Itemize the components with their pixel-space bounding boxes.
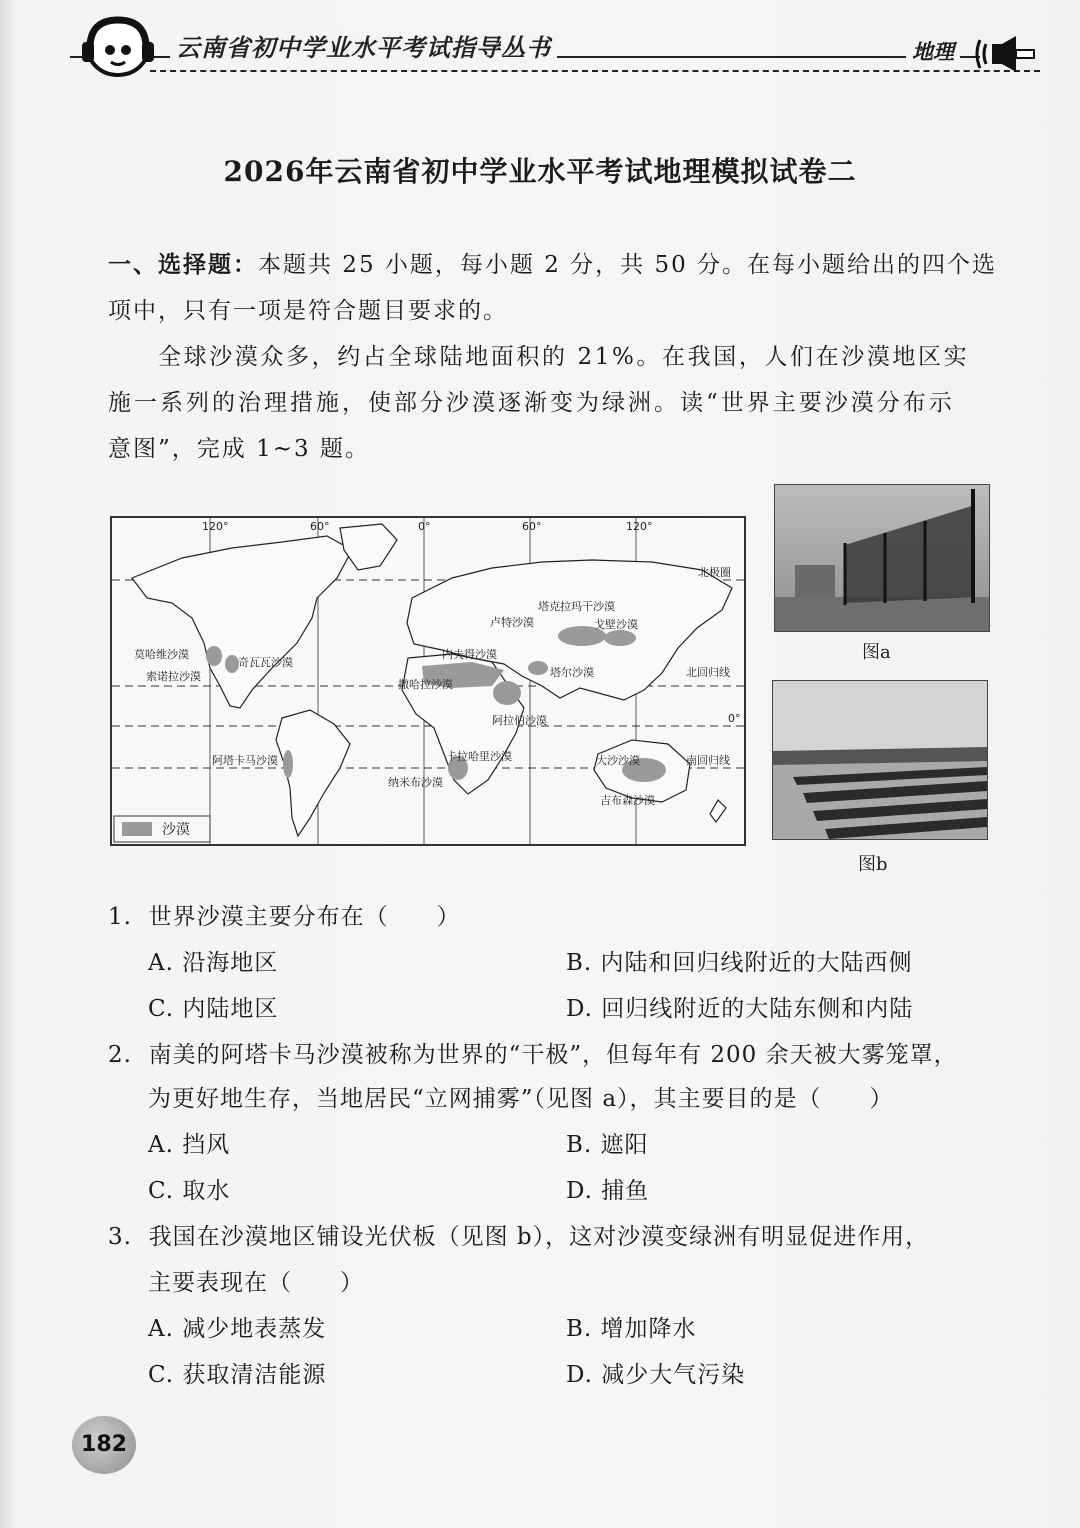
intro-line2: 施一系列的治理措施，使部分沙漠逐渐变为绿洲。读“世界主要沙漠分布示 bbox=[108, 390, 955, 416]
subject-label: 地理 bbox=[906, 36, 960, 66]
greenland-shape bbox=[340, 524, 397, 570]
chihuahua-desert-area bbox=[225, 655, 239, 673]
lon-label-60w: 60° bbox=[310, 520, 330, 533]
nefud-label: 内夫得沙漠 bbox=[442, 648, 497, 661]
q3-option-c[interactable]: C. 获取清洁能源 bbox=[148, 1362, 327, 1388]
section-instruction-line1 bbox=[108, 242, 997, 288]
photo-a-fog-nets bbox=[774, 484, 990, 632]
question-3-stem-line2: 主要表现在（ ） bbox=[148, 1270, 364, 1296]
great-sandy-label: 大沙沙漠 bbox=[596, 754, 640, 767]
thar-label: 塔尔沙漠 bbox=[550, 666, 594, 679]
question-3 bbox=[108, 1218, 929, 1251]
kalahari-label: 卡拉哈里沙漠 bbox=[446, 750, 512, 763]
gibson-label: 吉布森沙漠 bbox=[600, 794, 655, 807]
question-1-number: 1. bbox=[108, 904, 132, 930]
lon-label-120e: 120° bbox=[626, 520, 653, 533]
mascot-icon bbox=[78, 16, 158, 78]
question-2-number: 2. bbox=[108, 1042, 132, 1068]
taklimakan-label: 塔克拉玛干沙漠 bbox=[538, 600, 615, 613]
tropic-of-cancer-label: 北回归线 bbox=[686, 666, 730, 679]
gobi-label: 戈壁沙漠 bbox=[594, 618, 638, 631]
section-text: 本题共 25 小题，每小题 2 分，共 50 分。在每小题给出的四个选 bbox=[258, 252, 998, 278]
gobi-desert-area bbox=[604, 630, 636, 646]
namib-label: 纳米布沙漠 bbox=[388, 776, 443, 789]
question-1 bbox=[108, 898, 461, 931]
question-2 bbox=[108, 1036, 958, 1069]
q2-option-b[interactable]: B. 遮阳 bbox=[566, 1132, 649, 1158]
new-zealand-shape bbox=[710, 800, 726, 822]
section-instruction-line2: 项中，只有一项是符合题目要求的。 bbox=[108, 298, 508, 324]
atacama-label: 阿塔卡马沙漠 bbox=[212, 754, 278, 767]
arabian-desert-area bbox=[493, 681, 521, 705]
arabian-label: 阿拉伯沙漠 bbox=[492, 714, 547, 727]
page-header bbox=[70, 14, 1040, 76]
q3-option-b[interactable]: B. 增加降水 bbox=[566, 1316, 697, 1342]
q1-option-b[interactable]: B. 内陆和回归线附近的大陆西侧 bbox=[566, 950, 913, 976]
intro-line1: 全球沙漠众多，约占全球陆地面积的 21%。在我国，人们在沙漠地区实 bbox=[158, 344, 970, 370]
q2-option-a[interactable]: A. 挡风 bbox=[148, 1132, 231, 1158]
photo-b-caption: 图b bbox=[858, 854, 888, 875]
lon-label-120w: 120° bbox=[202, 520, 229, 533]
tropic-of-capricorn-label: 南回归线 bbox=[686, 754, 730, 767]
map-legend bbox=[114, 816, 210, 842]
atacama-desert-area bbox=[283, 750, 293, 778]
series-title: 云南省初中学业水平考试指导丛书 bbox=[170, 28, 557, 63]
world-desert-map bbox=[110, 516, 746, 846]
q3-option-d[interactable]: D. 减少大气污染 bbox=[566, 1362, 746, 1388]
exam-title: 2026年云南省初中学业水平考试地理模拟试卷二 bbox=[223, 155, 857, 188]
map-svg bbox=[112, 518, 744, 844]
arctic-circle-label: 北极圈 bbox=[698, 566, 731, 579]
intro-line3: 意图”，完成 1~3 题。 bbox=[108, 436, 370, 462]
q1-option-c[interactable]: C. 内陆地区 bbox=[148, 996, 279, 1022]
question-2-stem-line2: 为更好地生存，当地居民“立网捕雾”（见图 a），其主要目的是（ ） bbox=[148, 1086, 894, 1112]
thar-desert-area bbox=[528, 661, 548, 675]
q2-option-c[interactable]: C. 取水 bbox=[148, 1178, 231, 1204]
q3-option-a[interactable]: A. 减少地表蒸发 bbox=[148, 1316, 327, 1342]
mojave-desert-area bbox=[206, 646, 222, 666]
sahara-label: 撒哈拉沙漠 bbox=[398, 678, 453, 691]
sonoran-label: 索诺拉沙漠 bbox=[146, 670, 201, 683]
question-1-stem: 世界沙漠主要分布在（ ） bbox=[148, 904, 461, 930]
page-number: 182 bbox=[72, 1416, 136, 1474]
header-dashed-rule bbox=[150, 70, 1040, 72]
mojave-label: 莫哈维沙漠 bbox=[134, 648, 189, 661]
lon-label-0: 0° bbox=[418, 520, 431, 533]
question-3-stem-line1: 我国在沙漠地区铺设光伏板（见图 b），这对沙漠变绿洲有明显促进作用， bbox=[148, 1224, 930, 1250]
question-3-number: 3. bbox=[108, 1224, 132, 1250]
section-heading: 一、选择题： bbox=[108, 252, 258, 278]
equator-label: 0° bbox=[728, 712, 741, 725]
lon-label-60e: 60° bbox=[522, 520, 542, 533]
q1-option-a[interactable]: A. 沿海地区 bbox=[148, 950, 279, 976]
legend-swatch bbox=[122, 822, 152, 836]
speaker-icon bbox=[972, 32, 1036, 76]
chihuahua-label: 奇瓦瓦沙漠 bbox=[238, 656, 293, 669]
photo-a-caption: 图a bbox=[862, 642, 891, 663]
q1-option-d[interactable]: D. 回归线附近的大陆东侧和内陆 bbox=[566, 996, 914, 1022]
lut-label: 卢特沙漠 bbox=[490, 616, 534, 629]
photo-b-solar-panels bbox=[772, 680, 988, 840]
q2-option-d[interactable]: D. 捕鱼 bbox=[566, 1178, 650, 1204]
question-2-stem-line1: 南美的阿塔卡马沙漠被称为世界的“干极”，但每年有 200 余天被大雾笼罩， bbox=[148, 1042, 958, 1068]
legend-label: 沙漠 bbox=[162, 822, 190, 838]
